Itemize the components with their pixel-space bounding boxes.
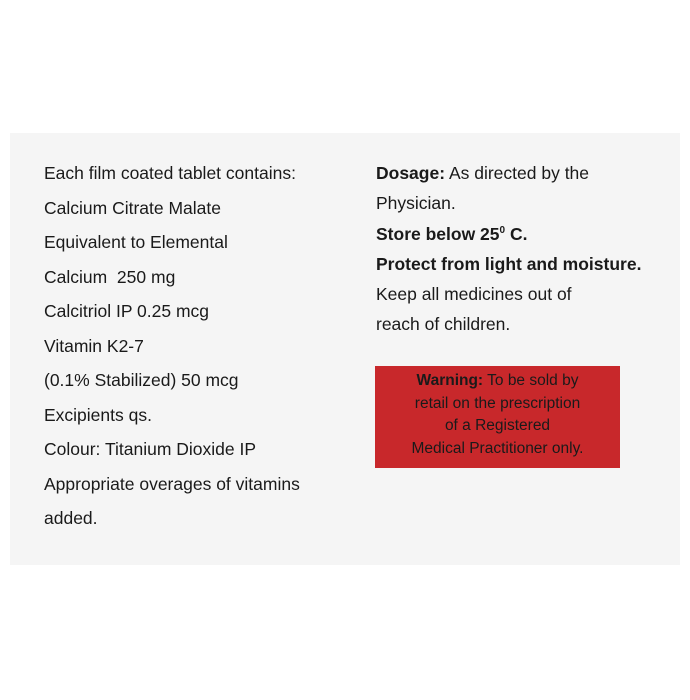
storage-unit: C. (505, 223, 528, 244)
composition-line: (0.1% Stabilized) 50 mcg (44, 370, 239, 390)
warning-text-1: To be sold by (483, 372, 579, 389)
storage-text: Store below 25 (376, 223, 500, 244)
keep-line-2: reach of children. (376, 314, 511, 335)
warning-box (375, 366, 620, 468)
composition-line: Calcium 250 mg (44, 266, 176, 287)
protect-line: Protect from light and moisture. (376, 253, 642, 274)
keep-line-1: Keep all medicines out of (376, 284, 572, 305)
warning-line-1 (375, 370, 620, 393)
composition-line: Calcium Citrate Malate (44, 197, 221, 218)
dosage-line (376, 161, 676, 191)
warning-line-2: retail on the prescription (414, 394, 581, 412)
medicine-label-card (10, 133, 680, 565)
dosage-label: Dosage: (376, 163, 446, 183)
composition-line: Equivalent to Elemental (44, 232, 228, 252)
degree-symbol: 0 (499, 224, 506, 236)
composition-section (44, 161, 354, 541)
instructions-section (376, 161, 676, 343)
composition-line: Vitamin K2-7 (44, 335, 144, 356)
warning-label: Warning: (416, 372, 484, 389)
composition-line: Excipients qs. (44, 404, 152, 425)
composition-line: Appropriate overages of vitamins (44, 473, 300, 494)
composition-line: Calcitriol IP 0.25 mcg (44, 301, 210, 321)
dosage-line-2: Physician. (376, 193, 456, 214)
composition-line: added. (44, 508, 98, 528)
dosage-text: As directed by the (445, 163, 590, 183)
storage-line (376, 222, 676, 252)
warning-line-4: Medical Practitioner only. (411, 439, 584, 457)
composition-line: Colour: Titanium Dioxide IP (44, 439, 257, 459)
warning-line-3: of a Registered (444, 417, 551, 434)
composition-line: Each film coated tablet contains: (44, 163, 296, 183)
